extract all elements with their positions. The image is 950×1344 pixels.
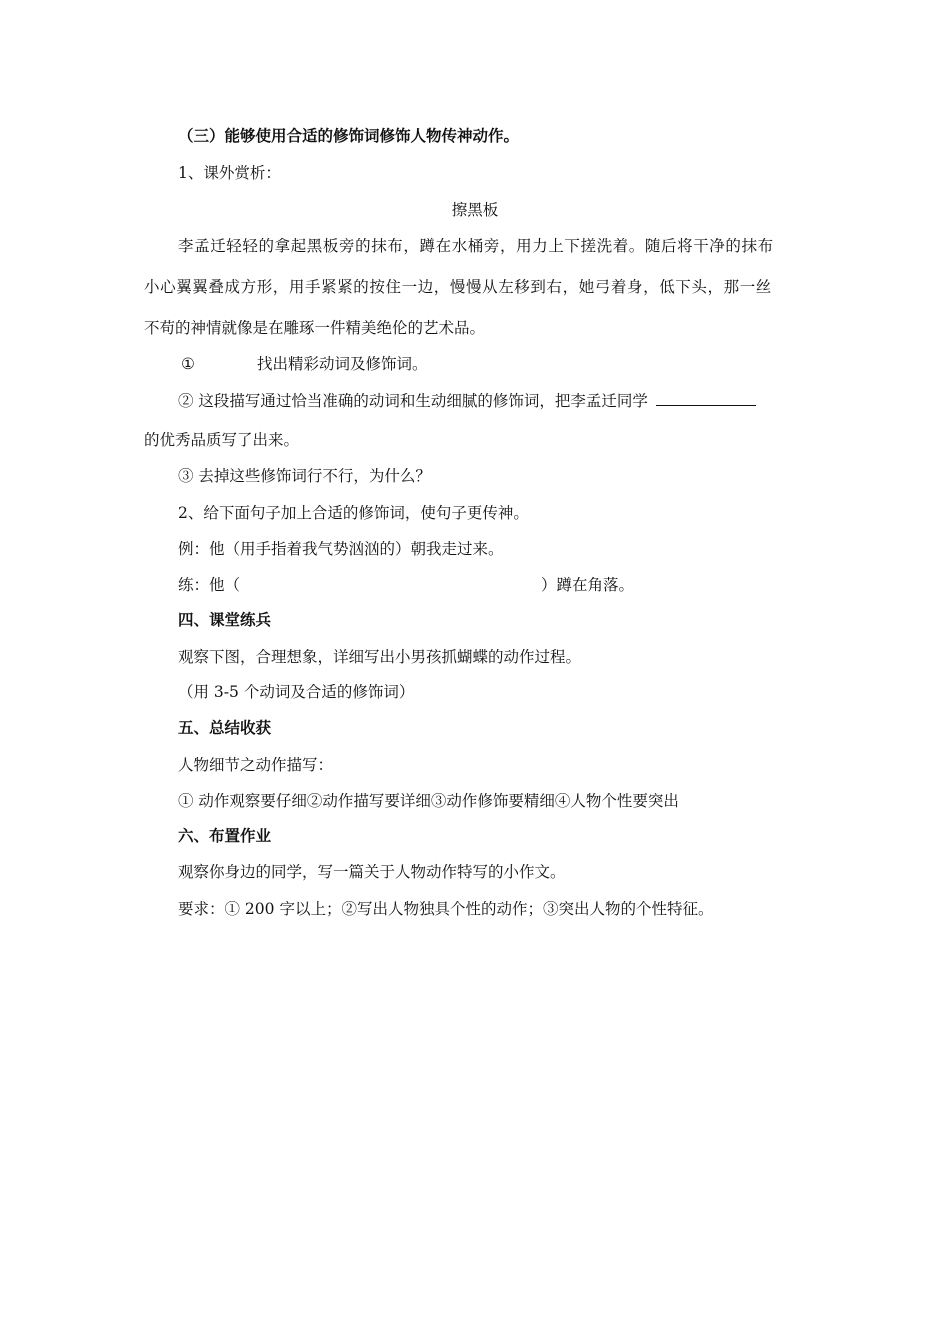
- section4-line-2: （用 3-5 个动词及合适的修饰词）: [178, 683, 415, 701]
- practice-start: 练：他（: [178, 576, 241, 594]
- item1-label: 1、课外赏析：: [178, 164, 281, 182]
- section6-line-1: 观察你身边的同学，写一篇关于人物动作特写的小作文。: [178, 863, 566, 881]
- answer-blank: [656, 391, 756, 406]
- section5-line-2: ① 动作观察要仔细②动作描写要详细③动作修饰要精细④人物个性要突出: [178, 792, 679, 810]
- section4-line-1: 观察下图，合理想象，详细写出小男孩抓蝴蝶的动作过程。: [178, 648, 582, 666]
- section5-heading: 五、总结收获: [178, 719, 272, 737]
- practice-end: ）蹲在角落。: [541, 576, 635, 594]
- passage-line-1: 李孟迁轻轻的拿起黑板旁的抹布，蹲在水桶旁，用力上下搓洗着。随后将干净的抹布: [178, 237, 774, 255]
- question-2: [178, 391, 756, 411]
- question-1-text: 找出精彩动词及修饰词。: [257, 355, 428, 373]
- question-2-continuation: 的优秀品质写了出来。: [144, 431, 300, 449]
- section4-heading: 四、课堂练兵: [178, 611, 272, 629]
- passage-line-2: 小心翼翼叠成方形，用手紧紧的按住一边，慢慢从左移到右，她弓着身，低下头，那一丝: [144, 278, 772, 296]
- section6-heading: 六、布置作业: [178, 827, 272, 845]
- section3-heading: （三）能够使用合适的修饰词修饰人物传神动作。: [178, 127, 520, 145]
- section5-line-1: 人物细节之动作描写：: [178, 756, 334, 774]
- section6-line-2: 要求：① 200 字以上；②写出人物独具个性的动作；③突出人物的个性特征。: [178, 900, 714, 918]
- passage-line-3: 不苟的神情就像是在雕琢一件精美绝伦的艺术品。: [144, 319, 486, 337]
- question-3-text: ③ 去掉这些修饰词行不行，为什么？: [178, 467, 431, 485]
- question-2-text: ② 这段描写通过恰当准确的动词和生动细腻的修饰词，把李孟迁同学: [178, 392, 648, 410]
- item2-label: 2、给下面句子加上合适的修饰词，使句子更传神。: [178, 504, 529, 522]
- passage-title: 擦黑板: [451, 201, 499, 219]
- question-1-number: ①: [181, 355, 195, 373]
- example-sentence: 例：他（用手指着我气势汹汹的）朝我走过来。: [178, 540, 504, 558]
